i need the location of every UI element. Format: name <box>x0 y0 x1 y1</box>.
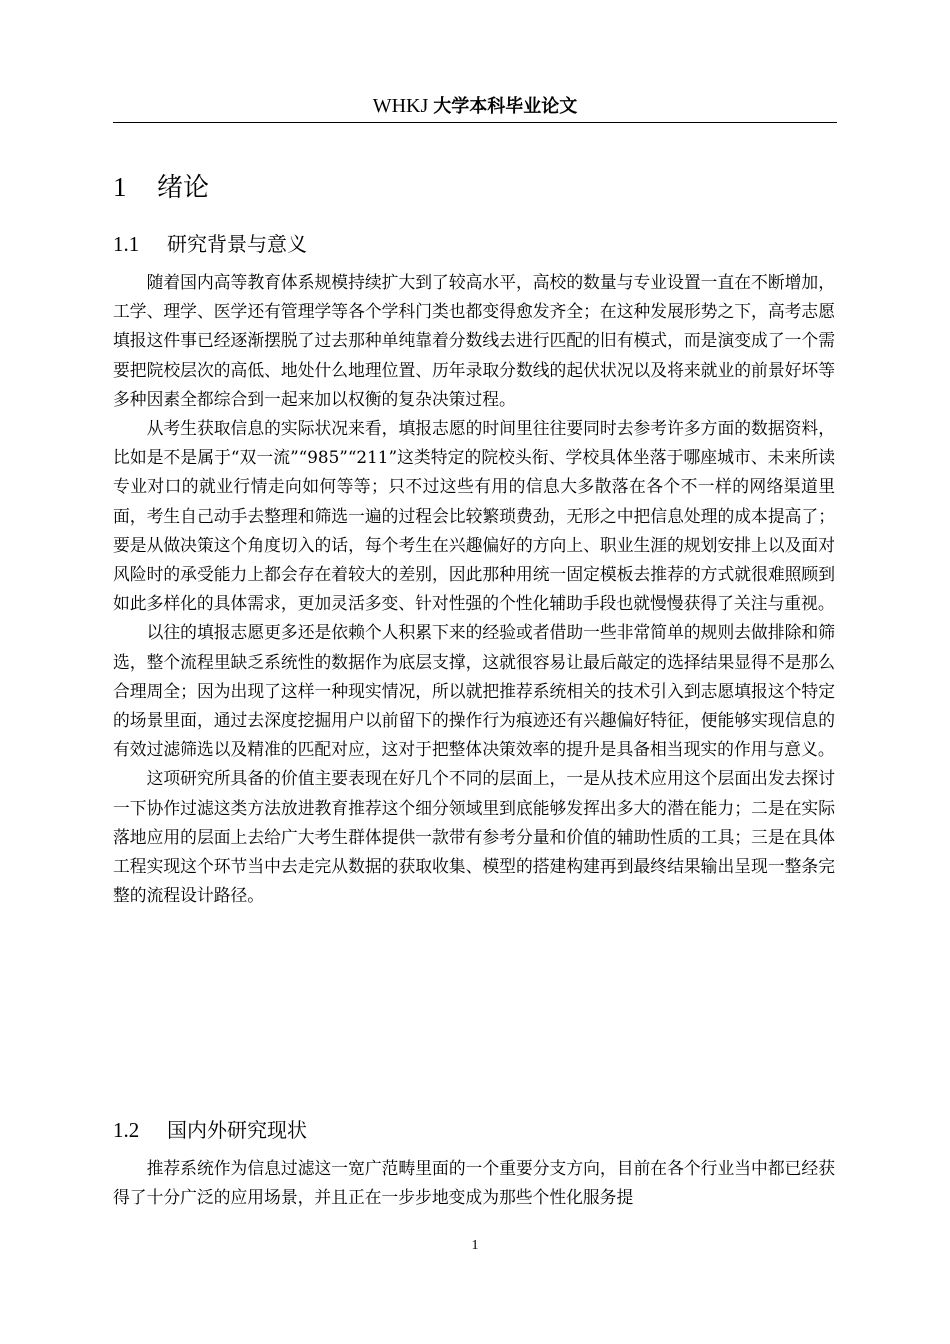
paragraph: 推荐系统作为信息过滤这一宽广范畴里面的一个重要分支方向，目前在各个行业当中都已经获得了十分广泛的应用场景，并且正在一步步地变成为那些个性化服务提 <box>113 1158 835 1208</box>
section-heading-1-1 <box>113 230 307 258</box>
section-body-1-2 <box>113 1154 835 1212</box>
page-number: 1 <box>471 1238 479 1253</box>
section-title: 国内外研究现状 <box>167 1118 307 1142</box>
section-number: 1.1 <box>113 232 140 256</box>
header-chinese: 大学本科毕业论文 <box>433 96 578 117</box>
paragraph: 这项研究所具备的价值主要表现在好几个不同的层面上，一是从技术应用这个层面出发去探讨一下协作过滤这类方法放进教育推荐这个细分领域里到底能够发挥出多大的潜在能力；二是在实际落地应用的层面上去给广大考生群体提供一款带有参考分量和价值的辅助性质的工具；三是在具体工程实现这个环节当中去走完从数据的获取收集、模型的搭建构建再到最终结果输出呈现一整条完整的流程设计路径。 <box>113 768 835 906</box>
paragraph: 以往的填报志愿更多还是依赖个人积累下来的经验或者借助一些非常简单的规则去做排除和筛选，整个流程里缺乏系统性的数据作为底层支撑，这就很容易让最后敲定的选择结果显得不是那么合理周全；因为出现了这样一种现实情况，所以就把推荐系统相关的技术引入到志愿填报这个特定的场景里面，通过去深度挖掘用户以前留下的操作行为痕迹还有兴趣偏好特征，便能够实现信息的有效过滤筛选以及精准的匹配对应，这对于把整体决策效率的提升是具备相当现实的作用与意义。 <box>113 622 835 760</box>
paragraph: 随着国内高等教育体系规模持续扩大到了较高水平，高校的数量与专业设置一直在不断增加，工学、理学、医学还有管理学等各个学科门类也都变得愈发齐全；在这种发展形势之下，高考志愿填报这件事已经逐渐摆脱了过去那种单纯靠着分数线去进行匹配的旧有模式，而是演变成了一个需要把院校层次的高低、地处什么地理位置、历年录取分数线的起伏状况以及将来就业的前景好坏等多种因素全都综合到一起来加以权衡的复杂决策过程。 <box>113 272 835 409</box>
section-heading-1-2 <box>113 1116 307 1144</box>
chapter-number: 1 <box>113 172 127 202</box>
header-latin: WHKJ <box>372 95 434 117</box>
chapter-heading <box>113 170 209 205</box>
section-number: 1.2 <box>113 1118 140 1142</box>
running-header <box>113 92 837 123</box>
chapter-title: 绪论 <box>157 173 210 203</box>
section-body-1-1 <box>113 268 835 910</box>
paragraph: 从考生获取信息的实际状况来看，填报志愿的时间里往往要同时去参考许多方面的数据资料，比如是不是属于“双一流”“985”“211”这类特定的院校头衔、学校具体坐落于哪座城市、未来所读专业对口的就业行情走向如何等等；只不过这些有用的信息大多散落在各个不一样的网络渠道里面，考生自己动手去整理和筛选一遍的过程会比较繁琐费劲，无形之中把信息处理的成本提高了；要是从做决策这个角度切入的话，每个考生在兴趣偏好的方向上、职业生涯的规划安排上以及面对风险时的承受能力上都会存在着较大的差别，因此那种用统一固定模板去推荐的方式就很难照顾到如此多样化的具体需求，更加灵活多变、针对性强的个性化辅助手段也就慢慢获得了关注与重视。 <box>113 418 835 614</box>
section-title: 研究背景与意义 <box>167 232 307 256</box>
